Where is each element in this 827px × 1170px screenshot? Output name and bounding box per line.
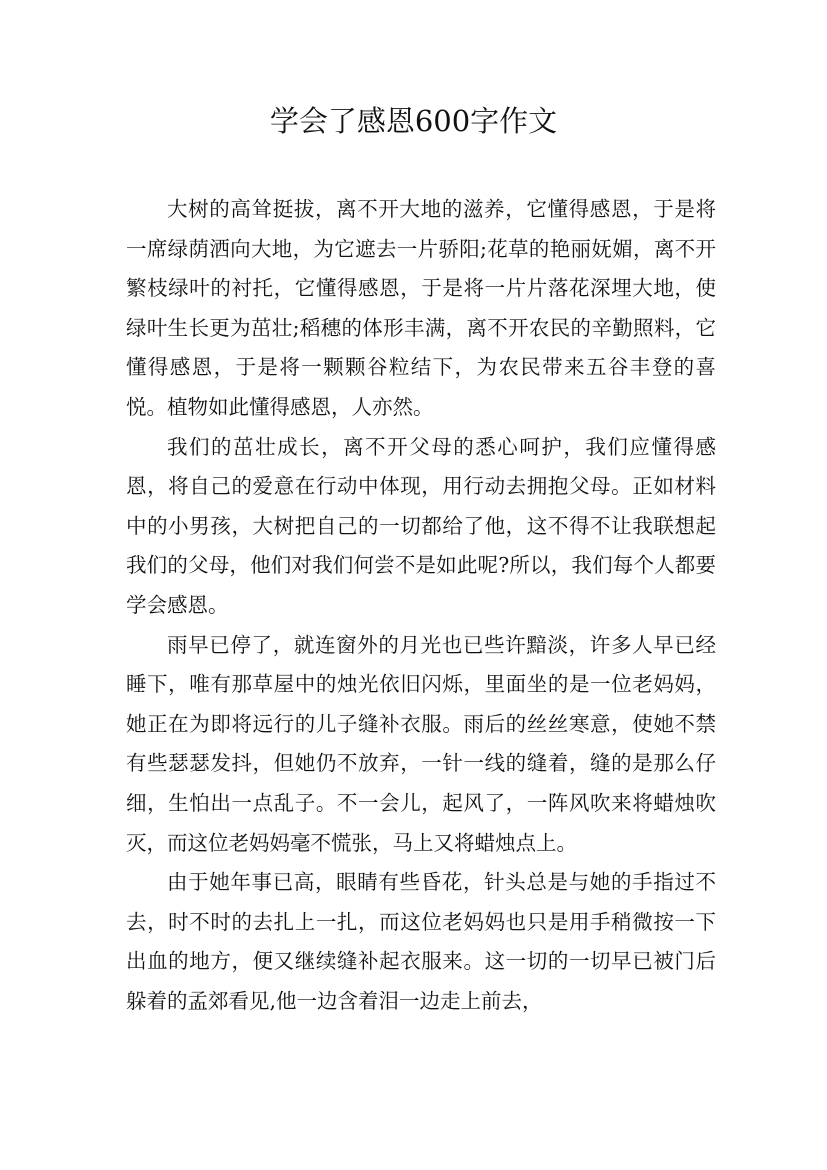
paragraph: 大树的高耸挺拔，离不开大地的滋养，它懂得感恩，于是将一席绿荫洒向大地，为它遮去一片骄阳;花草的艳丽妩媚，离不开繁枝绿叶的衬托，它懂得感恩，于是将一片片落花深埋大地，使绿叶生长更为茁壮;稻穗的体形丰满，离不开农民的辛勤照料，它懂得感恩，于是将一颗颗谷粒结下，为农民带来五谷丰登的喜悦。植物如此懂得感恩，人亦然。 — [126, 197, 716, 419]
document-body — [126, 190, 716, 1021]
paragraph: 我们的茁壮成长，离不开父母的悉心呵护，我们应懂得感恩，将自己的爱意在行动中体现，用行动去拥抱父母。正如材料中的小男孩，大树把自己的一切都给了他，这不得不让我联想起我们的父母，他们对我们何尝不是如此呢?所以，我们每个人都要学会感恩。 — [126, 434, 716, 617]
paragraph: 雨早已停了，就连窗外的月光也已些许黯淡，许多人早已经睡下，唯有那草屋中的烛光依旧闪烁，里面坐的是一位老妈妈，她正在为即将远行的儿子缝补衣服。雨后的丝丝寒意，使她不禁有些瑟瑟发抖，但她仍不放弃，一针一线的缝着，缝的是那么仔细，生怕出一点乱子。不一会儿，起风了，一阵风吹来将蜡烛吹灭，而这位老妈妈毫不慌张，马上又将蜡烛点上。 — [126, 632, 716, 855]
document-title: 学会了感恩600字作文 — [269, 104, 558, 138]
paragraph: 由于她年事已高，眼睛有些昏花，针头总是与她的手指过不去，时不时的去扎上一扎，而这位老妈妈也只是用手稍微按一下出血的地方，便又继续缝补起衣服来。这一切的一切早已被门后躲着的孟郊看见,他一边含着泪一边走上前去， — [126, 870, 716, 1013]
